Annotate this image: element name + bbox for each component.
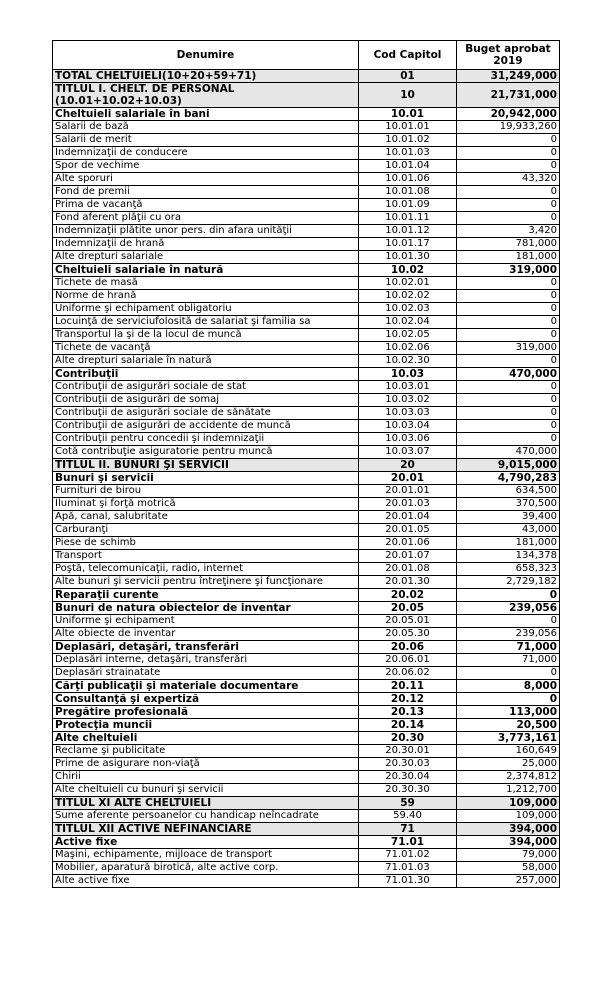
row-name: Poştă, telecomunicaţii, radio, internet xyxy=(53,563,359,576)
row-name: Chirii xyxy=(53,771,359,784)
row-name: Consultanţă şi expertiză xyxy=(53,693,359,706)
row-code: 10.01.11 xyxy=(359,212,457,225)
budget-table xyxy=(52,40,560,888)
row-amount: 257,000 xyxy=(457,875,560,888)
row-amount: 43,000 xyxy=(457,524,560,537)
row-name: Alte bunuri şi servicii pentru întreţinere şi funcţionare xyxy=(53,576,359,589)
row-code: 10 xyxy=(359,83,457,108)
row-name: Alte cheltuieli xyxy=(53,732,359,745)
row-name: Reclame şi publicitate xyxy=(53,745,359,758)
row-code: 20.14 xyxy=(359,719,457,732)
row-code: 20.13 xyxy=(359,706,457,719)
row-code: 71.01.03 xyxy=(359,862,457,875)
table-row xyxy=(53,771,560,784)
table-row xyxy=(53,797,560,810)
table-row xyxy=(53,537,560,550)
table-row xyxy=(53,433,560,446)
row-amount: 0 xyxy=(457,407,560,420)
row-name: TITLUL XI ALTE CHELTUIELI xyxy=(53,797,359,810)
row-amount: 394,000 xyxy=(457,823,560,836)
table-row xyxy=(53,810,560,823)
row-name: Norme de hrană xyxy=(53,290,359,303)
row-name: Transport xyxy=(53,550,359,563)
table-row xyxy=(53,199,560,212)
table-row xyxy=(53,290,560,303)
row-amount: 239,056 xyxy=(457,628,560,641)
row-code: 20.06.01 xyxy=(359,654,457,667)
row-code: 10.02.06 xyxy=(359,342,457,355)
row-name: Contribuţii de asigurări sociale de sănătate xyxy=(53,407,359,420)
row-name: Indemnizaţii plătite unor pers. din afara unităţii xyxy=(53,225,359,238)
row-amount: 9,015,000 xyxy=(457,459,560,472)
table-row xyxy=(53,329,560,342)
table-body xyxy=(53,70,560,888)
table-row xyxy=(53,589,560,602)
row-code: 10.02.05 xyxy=(359,329,457,342)
row-code: 10.03.02 xyxy=(359,394,457,407)
row-amount: 4,790,283 xyxy=(457,472,560,485)
row-code: 10.03.06 xyxy=(359,433,457,446)
row-code: 20.01.08 xyxy=(359,563,457,576)
row-name: Uniforme şi echipament xyxy=(53,615,359,628)
row-name: TITLUL XII ACTIVE NEFINANCIARE xyxy=(53,823,359,836)
row-name: Pregătire profesională xyxy=(53,706,359,719)
table-row xyxy=(53,875,560,888)
table-row xyxy=(53,394,560,407)
table-row xyxy=(53,472,560,485)
row-name: Active fixe xyxy=(53,836,359,849)
row-code: 10.03 xyxy=(359,368,457,381)
row-amount: 31,249,000 xyxy=(457,70,560,83)
row-code: 10.01.04 xyxy=(359,160,457,173)
row-code: 20.30.30 xyxy=(359,784,457,797)
header-code: Cod Capitol xyxy=(359,41,457,70)
table-row xyxy=(53,225,560,238)
table-row xyxy=(53,654,560,667)
row-amount: 0 xyxy=(457,160,560,173)
row-code: 10.01.12 xyxy=(359,225,457,238)
row-amount: 658,323 xyxy=(457,563,560,576)
row-amount: 0 xyxy=(457,693,560,706)
row-amount: 0 xyxy=(457,147,560,160)
row-amount: 160,649 xyxy=(457,745,560,758)
table-row xyxy=(53,108,560,121)
row-name: Cotă contribuţie asiguratorie pentru muncă xyxy=(53,446,359,459)
row-amount: 39,400 xyxy=(457,511,560,524)
header-name: Denumire xyxy=(53,41,359,70)
row-amount: 0 xyxy=(457,186,560,199)
table-row xyxy=(53,576,560,589)
row-name: Reparaţii curente xyxy=(53,589,359,602)
row-code: 20.01.05 xyxy=(359,524,457,537)
table-row xyxy=(53,823,560,836)
row-name: Carburanţi xyxy=(53,524,359,537)
row-amount: 319,000 xyxy=(457,264,560,277)
table-row xyxy=(53,212,560,225)
row-name: Contribuţii de asigurări sociale de stat xyxy=(53,381,359,394)
row-amount: 71,000 xyxy=(457,641,560,654)
row-code: 20 xyxy=(359,459,457,472)
row-code: 20.01.06 xyxy=(359,537,457,550)
row-amount: 0 xyxy=(457,199,560,212)
row-amount: 0 xyxy=(457,277,560,290)
row-name: Alte drepturi salariale xyxy=(53,251,359,264)
table-row xyxy=(53,251,560,264)
row-name: Apă, canal, salubritate xyxy=(53,511,359,524)
row-code: 10.01.30 xyxy=(359,251,457,264)
row-code: 59 xyxy=(359,797,457,810)
row-amount: 113,000 xyxy=(457,706,560,719)
row-name: Contribuţii pentru concedii şi indemnizaţii xyxy=(53,433,359,446)
row-amount: 8,000 xyxy=(457,680,560,693)
row-code: 20.30.03 xyxy=(359,758,457,771)
row-amount: 0 xyxy=(457,615,560,628)
row-amount: 71,000 xyxy=(457,654,560,667)
table-row xyxy=(53,83,560,108)
row-name: Salarii de merit xyxy=(53,134,359,147)
row-code: 10.01.17 xyxy=(359,238,457,251)
table-row xyxy=(53,368,560,381)
row-amount: 181,000 xyxy=(457,251,560,264)
row-code: 10.02.30 xyxy=(359,355,457,368)
table-row xyxy=(53,147,560,160)
row-code: 20.30.01 xyxy=(359,745,457,758)
row-name: Prime de asigurare non-viaţă xyxy=(53,758,359,771)
row-name: Transportul la şi de la locul de muncă xyxy=(53,329,359,342)
row-code: 10.01.06 xyxy=(359,173,457,186)
table-row xyxy=(53,524,560,537)
table-row xyxy=(53,355,560,368)
row-code: 20.06 xyxy=(359,641,457,654)
table-row xyxy=(53,121,560,134)
header-row xyxy=(53,41,560,70)
table-row xyxy=(53,563,560,576)
row-name: Alte sporuri xyxy=(53,173,359,186)
table-row xyxy=(53,667,560,680)
row-name: Mobilier, aparatură birotică, alte active corp. xyxy=(53,862,359,875)
row-name: Indemnizaţii de hrană xyxy=(53,238,359,251)
row-name: Cheltuieli salariale în natură xyxy=(53,264,359,277)
table-row xyxy=(53,316,560,329)
row-code: 10.01.02 xyxy=(359,134,457,147)
row-name: Furnituri de birou xyxy=(53,485,359,498)
row-amount: 3,773,161 xyxy=(457,732,560,745)
table-row xyxy=(53,264,560,277)
row-amount: 0 xyxy=(457,316,560,329)
table-row xyxy=(53,615,560,628)
row-name: Uniforme şi echipament obligatoriu xyxy=(53,303,359,316)
table-row xyxy=(53,342,560,355)
row-amount: 2,374,812 xyxy=(457,771,560,784)
table-row xyxy=(53,680,560,693)
row-name: Deplasări strainatate xyxy=(53,667,359,680)
table-row xyxy=(53,160,560,173)
row-name: Contribuţii de asigurări de somaj xyxy=(53,394,359,407)
row-code: 10.01.01 xyxy=(359,121,457,134)
row-code: 71.01.30 xyxy=(359,875,457,888)
table-row xyxy=(53,602,560,615)
row-code: 71 xyxy=(359,823,457,836)
row-amount: 20,942,000 xyxy=(457,108,560,121)
row-code: 71.01 xyxy=(359,836,457,849)
row-code: 20.12 xyxy=(359,693,457,706)
row-code: 20.05.30 xyxy=(359,628,457,641)
row-amount: 0 xyxy=(457,134,560,147)
row-code: 01 xyxy=(359,70,457,83)
row-code: 20.05.01 xyxy=(359,615,457,628)
row-code: 71.01.02 xyxy=(359,849,457,862)
row-code: 20.01.30 xyxy=(359,576,457,589)
row-name: Deplasări, detaşări, transferări xyxy=(53,641,359,654)
row-amount: 109,000 xyxy=(457,810,560,823)
row-amount: 0 xyxy=(457,420,560,433)
row-code: 10.03.03 xyxy=(359,407,457,420)
table-row xyxy=(53,446,560,459)
row-amount: 0 xyxy=(457,394,560,407)
table-row xyxy=(53,173,560,186)
row-amount: 20,500 xyxy=(457,719,560,732)
row-name: Indemnizaţii de conducere xyxy=(53,147,359,160)
row-amount: 58,000 xyxy=(457,862,560,875)
table-row xyxy=(53,641,560,654)
row-amount: 239,056 xyxy=(457,602,560,615)
row-name: Contribuţii de asigurări de accidente de muncă xyxy=(53,420,359,433)
row-amount: 19,933,260 xyxy=(457,121,560,134)
row-name: Locuinţă de serviciufolosită de salariat şi familia sa xyxy=(53,316,359,329)
row-amount: 25,000 xyxy=(457,758,560,771)
row-amount: 109,000 xyxy=(457,797,560,810)
row-code: 20.05 xyxy=(359,602,457,615)
table-row xyxy=(53,849,560,862)
table-row xyxy=(53,732,560,745)
row-amount: 181,000 xyxy=(457,537,560,550)
row-name: Contribuţii xyxy=(53,368,359,381)
row-name: Tichete de vacanţă xyxy=(53,342,359,355)
table-row xyxy=(53,485,560,498)
row-code: 20.02 xyxy=(359,589,457,602)
row-name: Alte cheltuieli cu bunuri şi servicii xyxy=(53,784,359,797)
row-code: 10.03.07 xyxy=(359,446,457,459)
row-name: Prima de vacanţă xyxy=(53,199,359,212)
table-row xyxy=(53,186,560,199)
table-row xyxy=(53,706,560,719)
row-code: 59.40 xyxy=(359,810,457,823)
header-budget: Buget aprobat 2019 xyxy=(457,41,560,70)
row-code: 10.02.04 xyxy=(359,316,457,329)
row-code: 20.06.02 xyxy=(359,667,457,680)
row-amount: 0 xyxy=(457,355,560,368)
table-row xyxy=(53,511,560,524)
table-row xyxy=(53,238,560,251)
table-row xyxy=(53,459,560,472)
row-code: 10.01.09 xyxy=(359,199,457,212)
row-code: 10.02.02 xyxy=(359,290,457,303)
row-code: 10.03.01 xyxy=(359,381,457,394)
row-name: Alte obiecte de inventar xyxy=(53,628,359,641)
row-code: 10.03.04 xyxy=(359,420,457,433)
row-amount: 0 xyxy=(457,381,560,394)
row-code: 10.02 xyxy=(359,264,457,277)
row-name: Deplasări interne, detaşări, transferări xyxy=(53,654,359,667)
row-code: 20.01.01 xyxy=(359,485,457,498)
row-amount: 0 xyxy=(457,212,560,225)
row-name: Cheltuieli salariale în bani xyxy=(53,108,359,121)
row-name: Alte active fixe xyxy=(53,875,359,888)
row-amount: 0 xyxy=(457,589,560,602)
row-name: Fond aferent plăţii cu ora xyxy=(53,212,359,225)
table-row xyxy=(53,70,560,83)
row-amount: 21,731,000 xyxy=(457,83,560,108)
row-name: Bunuri şi servicii xyxy=(53,472,359,485)
row-amount: 370,500 xyxy=(457,498,560,511)
row-amount: 79,000 xyxy=(457,849,560,862)
row-name: Spor de vechime xyxy=(53,160,359,173)
row-amount: 781,000 xyxy=(457,238,560,251)
row-code: 10.01.08 xyxy=(359,186,457,199)
row-code: 10.01 xyxy=(359,108,457,121)
row-name: Cărţi publicaţii şi materiale documentare xyxy=(53,680,359,693)
row-code: 20.30.04 xyxy=(359,771,457,784)
row-name: Protecţia muncii xyxy=(53,719,359,732)
row-code: 20.01.04 xyxy=(359,511,457,524)
row-name: Tichete de masă xyxy=(53,277,359,290)
row-code: 20.11 xyxy=(359,680,457,693)
row-name: TOTAL CHELTUIELI(10+20+59+71) xyxy=(53,70,359,83)
row-code: 20.01.07 xyxy=(359,550,457,563)
table-row xyxy=(53,628,560,641)
table-row xyxy=(53,134,560,147)
row-name: Iluminat şi forţă motrică xyxy=(53,498,359,511)
table-row xyxy=(53,498,560,511)
row-name: TITLUL I. CHELT. DE PERSONAL (10.01+10.02+10.03) xyxy=(53,83,359,108)
row-name: Alte drepturi salariale în natură xyxy=(53,355,359,368)
row-amount: 0 xyxy=(457,667,560,680)
table-row xyxy=(53,277,560,290)
row-amount: 634,500 xyxy=(457,485,560,498)
row-amount: 2,729,182 xyxy=(457,576,560,589)
row-name: Maşini, echipamente, mijloace de transport xyxy=(53,849,359,862)
row-amount: 470,000 xyxy=(457,368,560,381)
row-name: Piese de schimb xyxy=(53,537,359,550)
row-code: 10.02.01 xyxy=(359,277,457,290)
table-row xyxy=(53,719,560,732)
row-amount: 394,000 xyxy=(457,836,560,849)
row-code: 20.01.03 xyxy=(359,498,457,511)
row-name: Fond de premii xyxy=(53,186,359,199)
row-code: 10.02.03 xyxy=(359,303,457,316)
row-code: 20.30 xyxy=(359,732,457,745)
table-row xyxy=(53,303,560,316)
row-amount: 3,420 xyxy=(457,225,560,238)
row-code: 20.01 xyxy=(359,472,457,485)
row-amount: 0 xyxy=(457,303,560,316)
table-row xyxy=(53,420,560,433)
table-row xyxy=(53,381,560,394)
row-amount: 1,212,700 xyxy=(457,784,560,797)
row-amount: 0 xyxy=(457,290,560,303)
row-amount: 319,000 xyxy=(457,342,560,355)
row-amount: 43,320 xyxy=(457,173,560,186)
table-row xyxy=(53,862,560,875)
row-amount: 0 xyxy=(457,433,560,446)
row-amount: 0 xyxy=(457,329,560,342)
table-row xyxy=(53,745,560,758)
table-row xyxy=(53,407,560,420)
table-row xyxy=(53,550,560,563)
table-row xyxy=(53,693,560,706)
table-row xyxy=(53,836,560,849)
row-amount: 470,000 xyxy=(457,446,560,459)
row-name: Bunuri de natura obiectelor de inventar xyxy=(53,602,359,615)
row-code: 10.01.03 xyxy=(359,147,457,160)
row-name: TITLUL II. BUNURI ŞI SERVICII xyxy=(53,459,359,472)
row-name: Sume aferente persoanelor cu handicap neîncadrate xyxy=(53,810,359,823)
row-amount: 134,378 xyxy=(457,550,560,563)
row-name: Salarii de bază xyxy=(53,121,359,134)
table-row xyxy=(53,758,560,771)
table-row xyxy=(53,784,560,797)
